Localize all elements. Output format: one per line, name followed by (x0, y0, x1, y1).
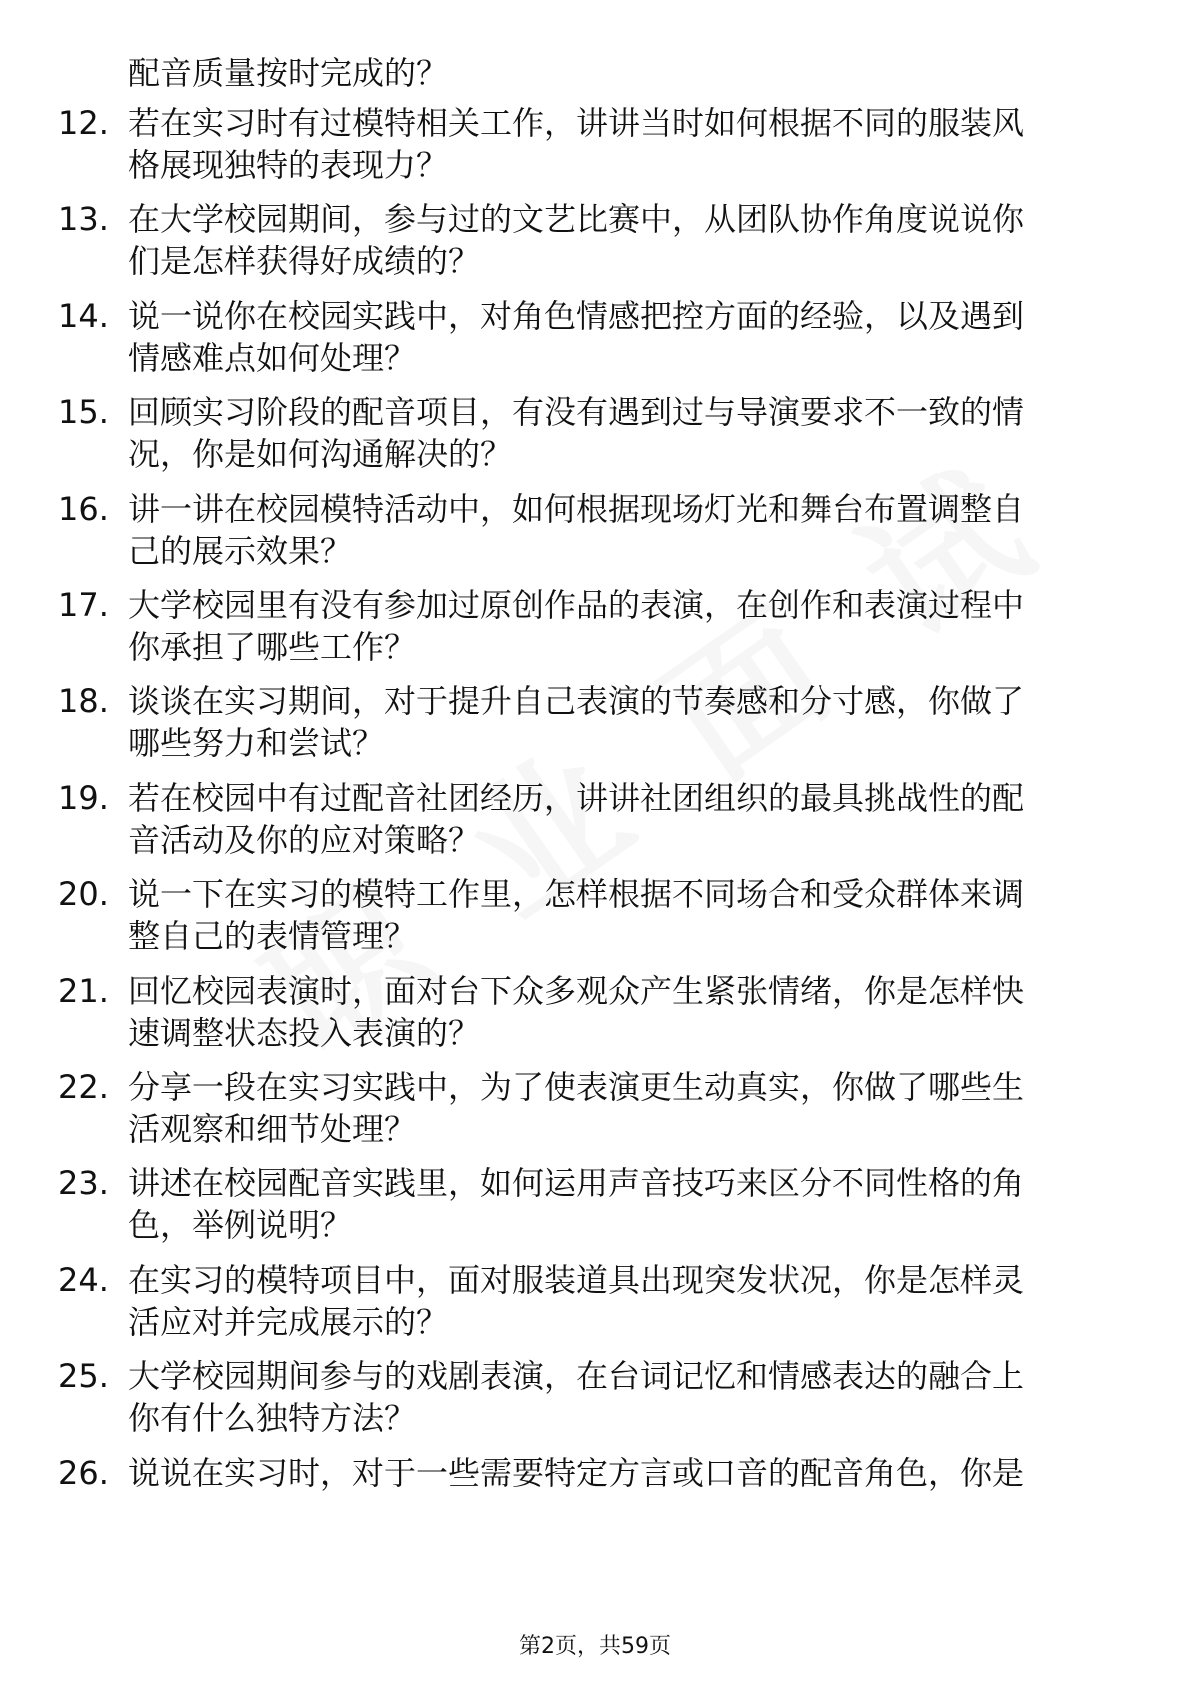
question-text (128, 680, 1110, 764)
question-text (128, 777, 1110, 861)
question-text (128, 1355, 1110, 1439)
question-number: 20. (58, 875, 109, 914)
question-item (0, 1066, 1190, 1170)
continued-question-line: 配音质量按时完成的？ (128, 54, 449, 92)
question-item (0, 777, 1190, 881)
question-text-line: 若在校园中有过配音社团经历，讲讲社团组织的最具挑战性的配 (128, 778, 1025, 817)
question-number: 25. (58, 1357, 109, 1396)
question-item (0, 970, 1190, 1074)
question-item (0, 391, 1190, 495)
question-text (128, 295, 1110, 379)
question-text-line: 况，你是如何沟通解决的？ (128, 435, 513, 474)
question-text-line: 说说在实习时，对于一些需要特定方言或口音的配音角色，你是 (128, 1453, 1025, 1492)
question-number: 23. (58, 1164, 109, 1203)
question-text-line: 己的展示效果？ (128, 531, 353, 570)
question-text-line: 分享一段在实习实践中，为了使表演更生动真实，你做了哪些生 (128, 1068, 1025, 1106)
question-text-line: 讲述在校园配音实践里，如何运用声音技巧来区分不同性格的角 (128, 1164, 1025, 1203)
question-text (128, 1066, 1110, 1150)
question-number: 15. (58, 393, 109, 432)
question-text (128, 1259, 1110, 1343)
question-text (128, 488, 1110, 572)
question-text (128, 1162, 1110, 1246)
question-text-line: 说一说你在校园实践中，对角色情感把控方面的经验，以及遇到 (128, 296, 1025, 335)
question-text-line: 活观察和细节处理？ (128, 1110, 417, 1148)
question-number: 21. (58, 971, 109, 1010)
question-text (128, 1452, 1110, 1494)
question-text-line: 在大学校园期间，参与过的文艺比赛中，从团队协作角度说说你 (128, 200, 1025, 239)
question-number: 14. (58, 296, 109, 335)
question-item (0, 1452, 1190, 1556)
question-text-line: 情感难点如何处理？ (128, 338, 417, 377)
question-number: 19. (58, 778, 109, 817)
question-number: 24. (58, 1260, 109, 1299)
question-text-line: 说一下在实习的模特工作里，怎样根据不同场合和受众群体来调 (128, 875, 1025, 914)
question-item (0, 680, 1190, 784)
question-text-line: 活应对并完成展示的？ (128, 1302, 449, 1341)
question-number: 12. (58, 104, 109, 142)
question-item (0, 1259, 1190, 1363)
question-text-line: 若在实习时有过模特相关工作，讲讲当时如何根据不同的服装风 (128, 104, 1025, 142)
question-item (0, 295, 1190, 399)
question-text-line: 你有什么独特方法？ (128, 1399, 417, 1438)
question-text-line: 讲一讲在校园模特活动中，如何根据现场灯光和舞台布置调整自 (128, 489, 1025, 528)
question-item (0, 873, 1190, 977)
question-text (128, 873, 1110, 957)
question-text-line: 整自己的表情管理？ (128, 917, 417, 956)
question-item (0, 584, 1190, 688)
question-text-line: 回顾实习阶段的配音项目，有没有遇到过与导演要求不一致的情 (128, 393, 1025, 432)
question-text-line: 大学校园里有没有参加过原创作品的表演，在创作和表演过程中 (128, 586, 1025, 624)
question-text-line: 你承担了哪些工作？ (128, 628, 417, 666)
question-text (128, 584, 1110, 668)
question-number: 26. (58, 1453, 109, 1492)
question-item (0, 488, 1190, 592)
question-text-line: 大学校园期间参与的戏剧表演，在台词记忆和情感表达的融合上 (128, 1357, 1025, 1396)
question-number: 17. (58, 586, 109, 624)
question-text (128, 970, 1110, 1054)
question-item (0, 198, 1190, 302)
question-number: 13. (58, 200, 109, 239)
question-number: 22. (58, 1068, 109, 1106)
question-text-line: 音活动及你的应对策略？ (128, 820, 481, 859)
question-text-line: 色，举例说明？ (128, 1206, 353, 1245)
question-item (0, 1355, 1190, 1459)
question-item (0, 1162, 1190, 1266)
question-number: 16. (58, 489, 109, 528)
page-footer: 第2页，共59页 (519, 1634, 671, 1659)
question-number: 18. (58, 682, 109, 721)
question-text (128, 102, 1110, 186)
question-text (128, 391, 1110, 475)
question-text-line: 们是怎样获得好成绩的？ (128, 242, 481, 281)
question-text-line: 在实习的模特项目中，面对服装道具出现突发状况，你是怎样灵 (128, 1260, 1025, 1299)
question-text-line: 谈谈在实习期间，对于提升自己表演的节奏感和分寸感，你做了 (128, 682, 1025, 721)
question-text-line: 速调整状态投入表演的？ (128, 1013, 481, 1052)
question-text-line: 回忆校园表演时，面对台下众多观众产生紧张情绪，你是怎样快 (128, 971, 1025, 1010)
question-text-line: 哪些努力和尝试？ (128, 724, 385, 763)
question-item (0, 102, 1190, 206)
question-text (128, 198, 1110, 282)
question-text-line: 格展现独特的表现力？ (128, 146, 449, 184)
